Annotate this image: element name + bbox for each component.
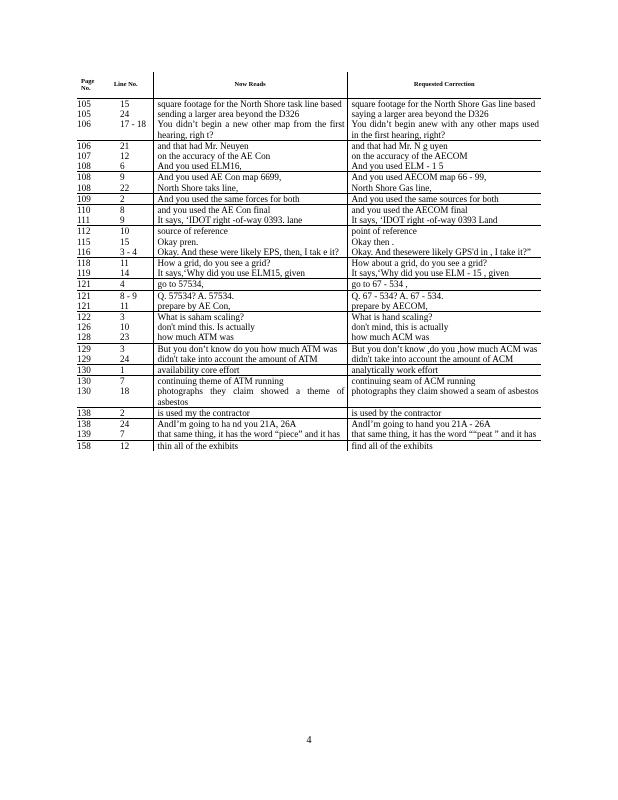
- table-row: [77, 301, 541, 312]
- correction-cell: North Shore Gas line,: [347, 183, 541, 194]
- page-cell: 112: [77, 226, 91, 237]
- now-reads-cell: and that had Mr. Neuyen: [153, 140, 347, 151]
- now-reads-cell: Okay pren.: [153, 237, 347, 247]
- now-reads-cell: source of reference: [153, 226, 347, 237]
- header-line: Line No.: [99, 72, 153, 99]
- now-reads-cell: Q. 57534? A. 57534.: [153, 290, 347, 301]
- page-cell: 111: [77, 215, 99, 226]
- now-reads-cell: continuing theme of ATM running: [153, 376, 347, 387]
- page-cell: 107: [77, 151, 91, 162]
- table-row: [77, 268, 541, 279]
- now-reads-cell: thin all of the exhibits: [153, 440, 347, 451]
- now-reads-cell: How a grid, do you see a grid?: [153, 258, 347, 269]
- now-reads-cell: And you used ELM16,: [153, 161, 347, 172]
- table-row: [77, 172, 541, 183]
- correction-cell: And you used AECOM map 66 - 99,: [351, 172, 487, 183]
- line-cell: 11: [99, 301, 153, 312]
- now-reads-cell: that same thing, it has the word “piece” and it has: [153, 429, 347, 440]
- correction-cell: and you used the AECOM final: [351, 205, 468, 216]
- now-reads-cell: Okay. And these were likely EPS, then, I tak e it?: [153, 247, 347, 258]
- page-cell: 128: [77, 332, 99, 343]
- line-cell: 8 - 9: [99, 290, 153, 301]
- correction-cell: point of reference: [351, 226, 417, 237]
- now-reads-cell: go to 57534,: [153, 279, 347, 290]
- page-cell: 130: [77, 386, 99, 407]
- table-row: [77, 109, 541, 119]
- table-row: [77, 376, 541, 387]
- line-cell: 23: [99, 332, 153, 343]
- page-cell: 130: [77, 365, 99, 376]
- line-cell: 10: [99, 226, 153, 237]
- now-reads-cell: prepare by AE Con,: [153, 301, 347, 312]
- line-cell: 17 - 18: [99, 119, 153, 140]
- line-cell: 3 - 4: [99, 247, 153, 258]
- correction-cell: You didn’t begin anew with any other maps used in the first hearing, right?: [347, 119, 541, 140]
- line-cell: 4: [99, 279, 153, 290]
- table-row: [77, 419, 541, 430]
- line-cell: 1: [99, 365, 153, 376]
- table-row: [77, 119, 541, 140]
- table-row: [77, 365, 541, 376]
- line-cell: 15: [99, 237, 153, 247]
- line-cell: 8: [99, 205, 153, 216]
- table-row: [77, 343, 541, 354]
- page-cell: 118: [77, 258, 91, 269]
- line-cell: 24: [99, 109, 153, 119]
- correction-cell: It says,‘Why did you use ELM - 15 , given: [347, 268, 541, 279]
- correction-cell: And you used the same sources for both: [347, 193, 541, 204]
- now-reads-cell: availability core effort: [153, 365, 347, 376]
- errata-body: [77, 99, 541, 451]
- page-cell: 158: [77, 440, 91, 451]
- line-cell: 9: [99, 172, 153, 183]
- table-row: [77, 183, 541, 194]
- page-cell: 138: [77, 419, 91, 430]
- header-requested-correction: Requested Correction: [347, 72, 541, 99]
- page-cell: 116: [77, 247, 99, 258]
- line-cell: 6: [99, 161, 153, 172]
- page-cell: 105: [77, 99, 91, 109]
- page-cell: 108: [77, 161, 99, 172]
- table-row: [77, 322, 541, 332]
- now-reads-cell: It says, ‘IDOT right -of-way 0393. lane: [153, 215, 347, 226]
- correction-cell: It says, ‘IDOT right -of-way 0393 Land: [347, 215, 541, 226]
- correction-cell: that same thing, it has the word ““peat ” and it has: [347, 429, 541, 440]
- correction-cell: don't mind, this is actually: [351, 322, 449, 333]
- table-row: [77, 386, 541, 407]
- table-row: [77, 226, 541, 237]
- page-cell: 108: [77, 172, 91, 183]
- table-row: [77, 290, 541, 301]
- line-cell: 24: [99, 354, 153, 365]
- table-row: [77, 247, 541, 258]
- correction-cell: how much ACM was: [347, 332, 541, 343]
- line-cell: 11: [99, 258, 153, 269]
- correction-cell: How about a grid, do you see a grid?: [351, 258, 487, 269]
- correction-cell: But you don’t know ,do you ,how much ACM was: [351, 343, 538, 354]
- correction-cell: square footage for the North Shore Gas line based: [351, 99, 536, 109]
- page-cell: 138: [77, 407, 99, 418]
- header-row: [77, 72, 541, 99]
- correction-cell: photographs they claim showed a seam of asbestos: [347, 386, 541, 407]
- now-reads-cell: You didn’t begin a new other map from the first hearing, righ t?: [153, 119, 347, 140]
- now-reads-cell: What is saham scaling?: [153, 312, 347, 323]
- line-cell: 18: [99, 386, 153, 407]
- table-row: [77, 151, 541, 161]
- table-row: [77, 205, 541, 216]
- correction-cell: saying a larger area beyond the D326: [351, 109, 489, 120]
- now-reads-cell: But you don’t know do you how much ATM was: [153, 343, 347, 354]
- correction-cell: on the accuracy of the AECOM: [351, 151, 468, 162]
- page-cell: 105: [77, 109, 91, 120]
- page-cell: 122: [77, 312, 91, 323]
- table-row: [77, 407, 541, 418]
- table-row: [77, 279, 541, 290]
- now-reads-cell: North Shore taks line,: [153, 183, 347, 194]
- table-row: [77, 354, 541, 365]
- line-cell: 21: [99, 140, 153, 151]
- correction-cell: And you used ELM - 1 5: [347, 161, 541, 172]
- correction-cell: go to 67 - 534 ,: [347, 279, 541, 290]
- page-cell: 115: [77, 236, 91, 247]
- line-cell: 2: [99, 193, 153, 204]
- table-row: [77, 237, 541, 247]
- correction-cell: continuing seam of ACM running: [351, 376, 476, 387]
- page-cell: 130: [77, 376, 91, 387]
- correction-cell: What is hand scaling?: [351, 312, 433, 323]
- now-reads-cell: is used my the contractor: [153, 407, 347, 418]
- errata-table: [77, 72, 541, 451]
- table-row: [77, 440, 541, 451]
- page-cell: 129: [77, 354, 99, 365]
- now-reads-cell: don't mind this. Is actually: [153, 322, 347, 332]
- correction-cell: Okay. And thesewere likely GPS'd in , I take it?”: [347, 247, 541, 258]
- line-cell: 22: [99, 183, 153, 194]
- table-row: [77, 312, 541, 323]
- page-cell: 106: [77, 140, 91, 151]
- correction-cell: analytically work effort: [347, 365, 541, 376]
- now-reads-cell: how much ATM was: [153, 332, 347, 343]
- page-cell: 109: [77, 193, 99, 204]
- line-cell: 3: [99, 343, 153, 354]
- line-cell: 2: [99, 407, 153, 418]
- table-row: [77, 140, 541, 151]
- now-reads-cell: sending a larger area beyond the D326: [153, 109, 347, 119]
- correction-cell: and that had Mr. N g uyen: [351, 140, 448, 151]
- page-cell: 139: [77, 429, 99, 440]
- now-reads-cell: square footage for the North Shore task line based: [153, 99, 347, 110]
- correction-cell: prepare by AECOM,: [347, 301, 541, 312]
- page-cell: 110: [77, 205, 91, 216]
- page-cell: 126: [77, 322, 91, 333]
- header-now-reads: Now Reads: [153, 72, 347, 99]
- table-row: [77, 215, 541, 226]
- table-row: [77, 161, 541, 172]
- page-cell: 106: [77, 119, 99, 140]
- correction-cell: Q. 67 - 534? A. 67 - 534.: [351, 290, 444, 301]
- page-cell: 121: [77, 279, 99, 290]
- line-cell: 24: [99, 419, 153, 430]
- now-reads-cell: AndI’m going to ha nd you 21A, 26A: [153, 419, 347, 430]
- now-reads-cell: It says,‘Why did you use ELM15, given: [153, 268, 347, 279]
- table-row: [77, 429, 541, 440]
- now-reads-cell: on the accuracy of the AE Con: [153, 151, 347, 161]
- correction-cell: find all of the exhibits: [351, 440, 433, 451]
- page-cell: 121: [77, 290, 91, 301]
- page-cell: 119: [77, 268, 99, 279]
- now-reads-cell: didn't take into account the amount of ATM: [153, 354, 347, 365]
- line-cell: 15: [99, 99, 153, 110]
- line-cell: 14: [99, 268, 153, 279]
- now-reads-cell: And you used the same forces for both: [153, 193, 347, 204]
- table-row: [77, 332, 541, 343]
- now-reads-cell: photographs they claim showed a theme of asbestos: [153, 386, 347, 407]
- now-reads-cell: and you used the AE Con final: [153, 205, 347, 216]
- line-cell: 7: [99, 429, 153, 440]
- correction-cell: is used by the contractor: [347, 407, 541, 418]
- correction-cell: Okay then .: [351, 236, 395, 247]
- line-cell: 9: [99, 215, 153, 226]
- line-cell: 12: [99, 151, 153, 161]
- line-cell: 7: [99, 376, 153, 387]
- correction-cell: didn't take into account the amount of ACM: [347, 354, 541, 365]
- page-cell: 129: [77, 343, 91, 354]
- line-cell: 12: [99, 440, 153, 451]
- page-cell: 108: [77, 183, 99, 194]
- correction-cell: AndI’m going to hand you 21A - 26A: [351, 419, 491, 430]
- table-row: [77, 193, 541, 204]
- table-row: [77, 258, 541, 269]
- line-cell: 10: [99, 322, 153, 332]
- page-cell: 121: [77, 301, 99, 312]
- line-cell: 3: [99, 312, 153, 323]
- now-reads-cell: And you used AE Con map 6699,: [153, 172, 347, 183]
- page-number: 4: [306, 735, 312, 746]
- table-row: [77, 99, 541, 110]
- header-page: Page No.: [77, 72, 99, 99]
